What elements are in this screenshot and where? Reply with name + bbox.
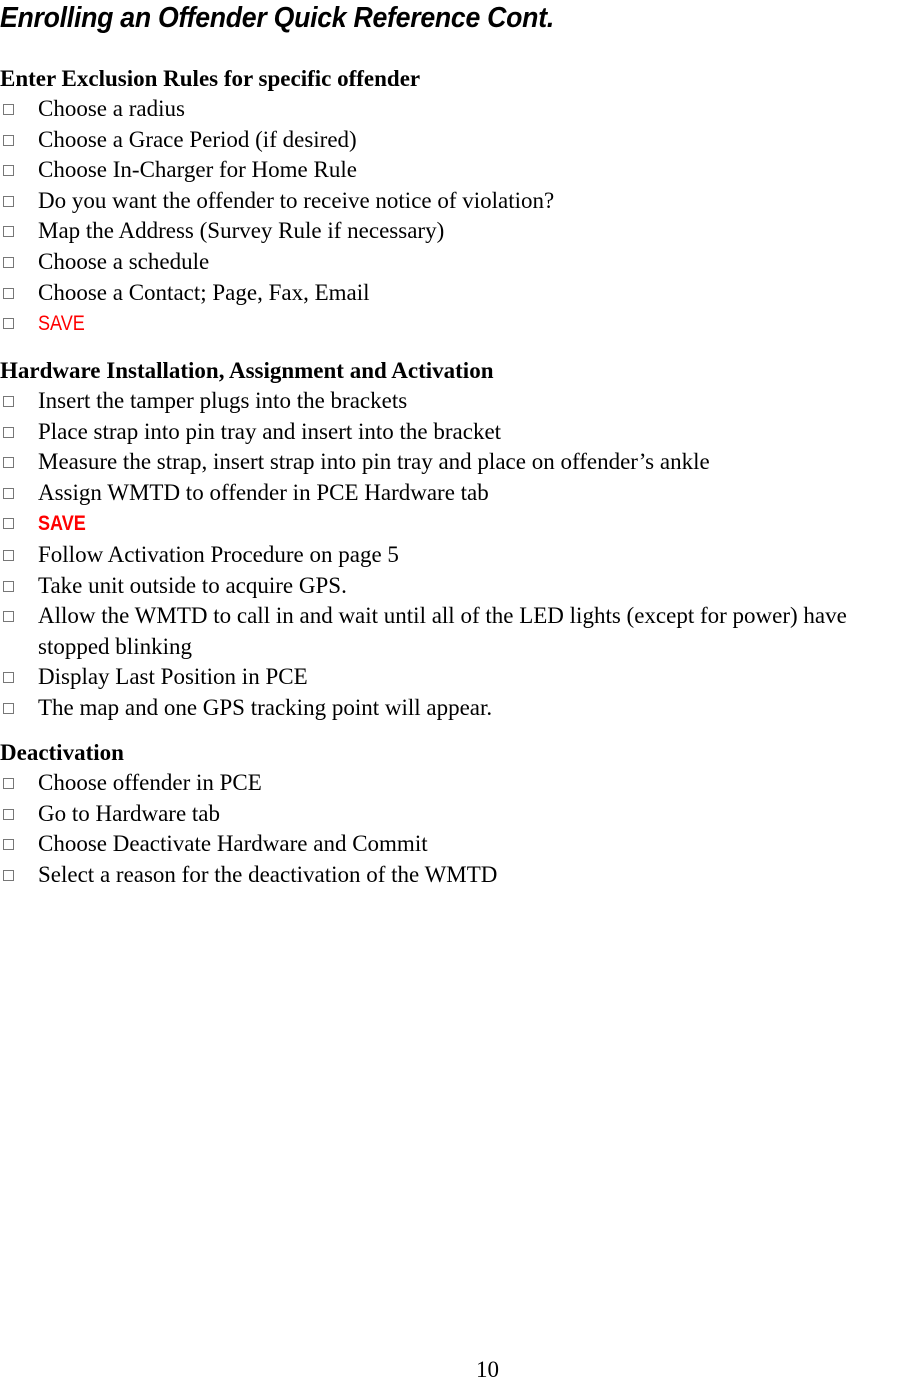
checkbox-icon [3, 672, 14, 683]
checklist-item-save [0, 308, 917, 340]
section-hardware-installation [0, 356, 917, 724]
checklist-item: Go to Hardware tab [0, 799, 917, 830]
checklist-item: Display Last Position in PCE [0, 662, 917, 693]
checkbox-icon [3, 550, 14, 561]
checkbox-icon [3, 457, 14, 468]
checkbox-icon [3, 135, 14, 146]
checklist-item: Choose a Grace Period (if desired) [0, 125, 917, 156]
section-heading-exclusion: Enter Exclusion Rules for specific offender [0, 66, 421, 91]
checkbox-icon [3, 396, 14, 407]
checklist-item-save [0, 508, 917, 540]
checklist-item: Assign WMTD to offender in PCE Hardware tab [0, 478, 917, 509]
checklist-item: Take unit outside to acquire GPS. [0, 571, 917, 602]
checkbox-icon [3, 839, 14, 850]
checklist-item: Choose a Contact; Page, Fax, Email [0, 278, 917, 309]
checklist-item: Choose In-Charger for Home Rule [0, 155, 917, 186]
exclusion-checklist [0, 94, 917, 340]
checkbox-icon [3, 427, 14, 438]
checkbox-icon [3, 488, 14, 499]
checkbox-icon [3, 870, 14, 881]
page-title: Enrolling an Offender Quick Reference Cont. [0, 2, 554, 34]
checklist-item: Map the Address (Survey Rule if necessary) [0, 216, 917, 247]
checkbox-icon [3, 518, 14, 529]
checkbox-icon [3, 196, 14, 207]
section-heading-deactivation: Deactivation [0, 740, 124, 765]
checkbox-icon [3, 611, 14, 622]
checkbox-icon [3, 104, 14, 115]
checklist-item: Do you want the offender to receive notice of violation? [0, 186, 917, 217]
save-label: SAVE [38, 312, 85, 336]
section-deactivation [0, 738, 917, 890]
checklist-item: Follow Activation Procedure on page 5 [0, 540, 917, 571]
checklist-item: Place strap into pin tray and insert into the bracket [0, 417, 917, 448]
checklist-item: Choose a radius [0, 94, 917, 125]
checklist-item: Allow the WMTD to call in and wait until all of the LED lights (except for power) have stopped blinking [0, 601, 917, 662]
deactivation-checklist [0, 768, 917, 890]
checkbox-icon [3, 288, 14, 299]
checkbox-icon [3, 703, 14, 714]
checkbox-icon [3, 778, 14, 789]
checkbox-icon [3, 581, 14, 592]
checkbox-icon [3, 809, 14, 820]
section-heading-hardware: Hardware Installation, Assignment and Activation [0, 358, 494, 383]
checkbox-icon [3, 318, 14, 329]
checklist-item: Select a reason for the deactivation of the WMTD [0, 860, 917, 891]
checkbox-icon [3, 257, 14, 268]
checklist-item: Insert the tamper plugs into the brackets [0, 386, 917, 417]
section-exclusion-rules [0, 64, 917, 340]
checkbox-icon [3, 165, 14, 176]
checklist-item: Choose offender in PCE [0, 768, 917, 799]
checklist-item: The map and one GPS tracking point will appear. [0, 693, 917, 724]
checkbox-icon [3, 226, 14, 237]
checklist-item: Choose Deactivate Hardware and Commit [0, 829, 917, 860]
page-number: 10 [476, 1357, 499, 1382]
hardware-checklist [0, 386, 917, 724]
save-label: SAVE [38, 512, 86, 536]
checklist-item: Measure the strap, insert strap into pin tray and place on offender’s ankle [0, 447, 917, 478]
checklist-item: Choose a schedule [0, 247, 917, 278]
